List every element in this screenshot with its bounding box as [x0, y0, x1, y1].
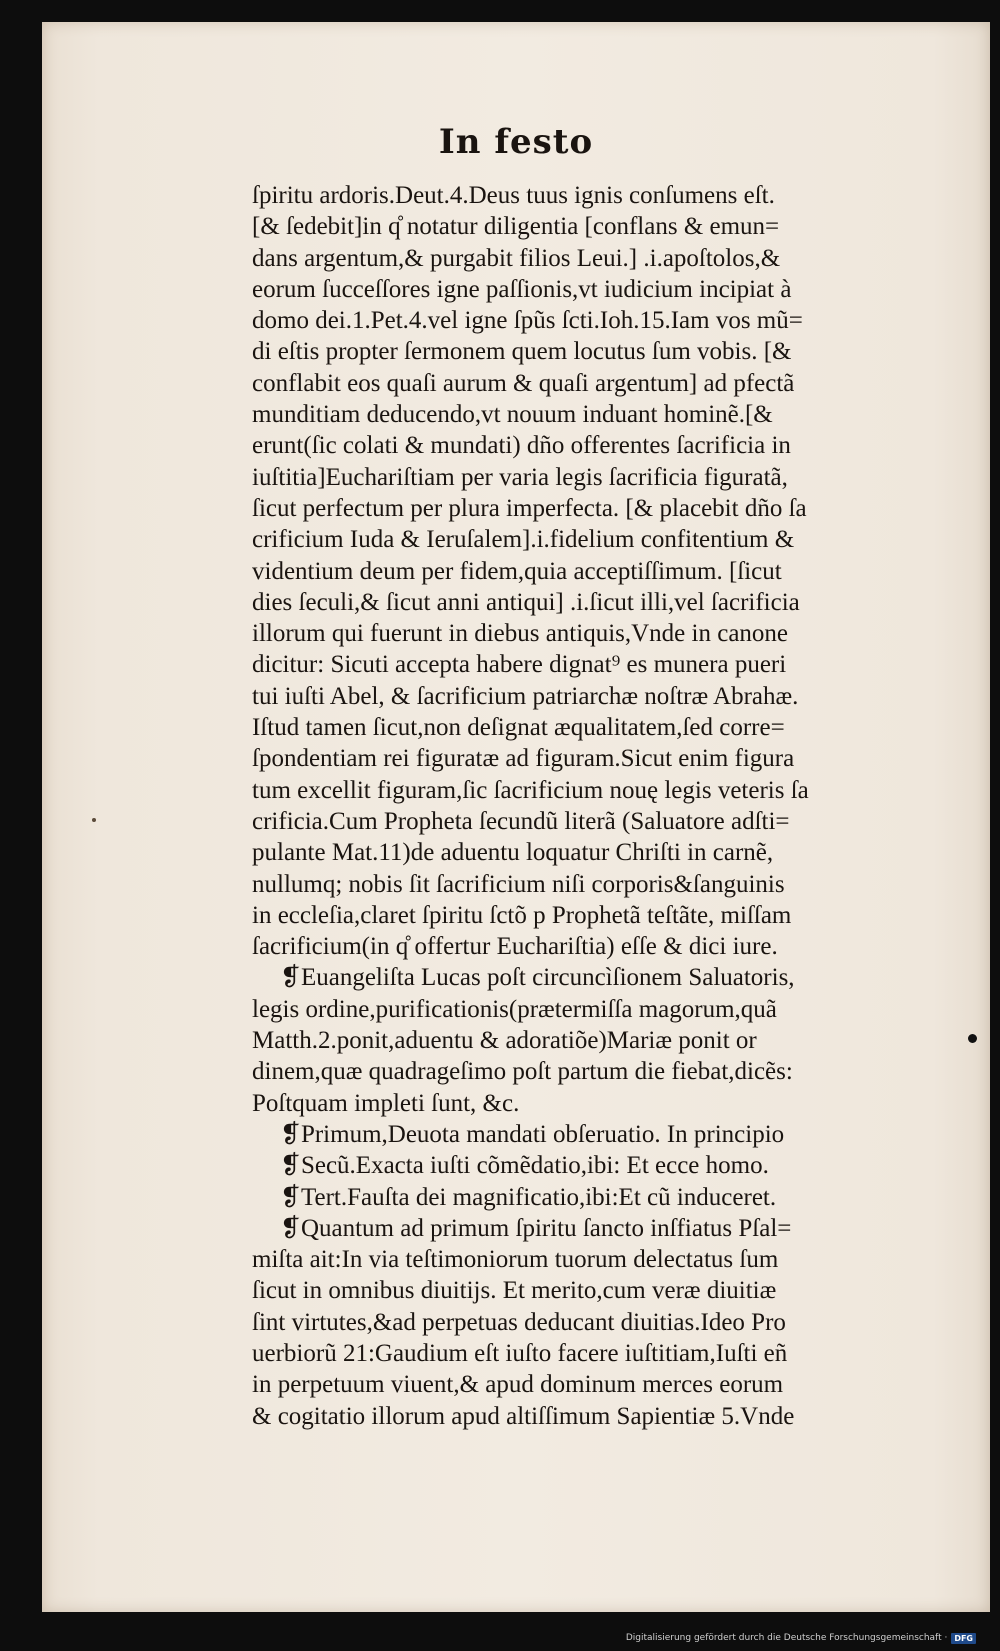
text-line: ſpondentiam rei figuratæ ad figuram.Sicut enim figura [252, 745, 795, 773]
text-line: ❡Euangeliſta Lucas poſt circuncìſionem Saluatoris, [280, 964, 795, 992]
text-line: [& ſedebit]in q̊ notatur diligentia [conflans & emun= [252, 213, 780, 241]
text-line: domo dei.1.Pet.4.vel igne ſpũs ſcti.Ioh.15.Iam vos mũ= [252, 307, 803, 335]
text-line: legis ordine,purificationis(prætermiſſa magorum,quã [252, 995, 777, 1023]
text-line: uerbiorũ 21:Gaudium eſt iuſto facere iuſtitiam,Iuſti eñ [252, 1339, 788, 1367]
text-line: illorum qui fuerunt in diebus antiquis,Vnde in canone [252, 620, 789, 648]
text-line: & cogitatio illorum apud altiſſimum Sapientiæ 5.Vnde [252, 1402, 795, 1430]
text-line: ſint virtutes,&ad perpetuas deducant diuitias.Ideo Pro [252, 1308, 786, 1336]
book-page [42, 22, 990, 1612]
text-line: crificium Iuda & Ieruſalem].i.fidelium confitentium & [252, 526, 795, 554]
ink-speck [92, 818, 96, 822]
text-line: ſacrificium(in q̊ offertur Euchariſtia) eſſe & dici iure. [252, 933, 778, 961]
text-line: nullumq; nobis ſit ſacrificium niſi corporis&ſanguinis [252, 870, 785, 898]
digitization-credit [626, 1631, 976, 1645]
dfg-logo-icon: DFG [951, 1633, 976, 1644]
text-line: in eccleſia,claret ſpiritu ſctõ p Prophetã teſtãte, miſſam [252, 901, 792, 929]
text-line: ſicut in omnibus diuitijs. Et merito,cum veræ diuitiæ [252, 1277, 777, 1305]
text-line: munditiam deducendo,vt nouum induant hominẽ.[& [252, 401, 773, 429]
text-line: tui iuſti Abel, & ſacrificium patriarchæ noſtræ Abrahæ. [252, 682, 799, 710]
text-line: videntium deum per fidem,quia acceptiſſimum. [ſicut [252, 557, 782, 585]
text-line: erunt(ſic colati & mundati) dño offerentes ſacrificia in [252, 432, 791, 460]
text-line: eorum ſucceſſores igne paſſionis,vt iudicium incipiat à [252, 275, 792, 303]
text-line: dinem,quæ quadrageſimo poſt partum die fiebat,dicẽs: [252, 1058, 793, 1086]
text-line: ſpiritu ardoris.Deut.4.Deus tuus ignis conſumens eſt. [252, 182, 775, 209]
page-body-text [252, 180, 972, 1432]
text-line: pulante Mat.11)de aduentu loquatur Chriſti in carnẽ, [252, 839, 774, 867]
credit-text: Digitalisierung gefördert durch die Deutsche Forschungsgemeinschaft · [625, 1633, 948, 1643]
text-line: ❡Quantum ad primum ſpiritu ſancto inſfiatus Pſal= [280, 1214, 792, 1242]
text-line: ❡Secũ.Exacta iuſti cõmẽdatio,ibi: Et ecce homo. [280, 1152, 769, 1180]
text-line: tum excellit figuram,ſic ſacrificium nouę legis veteris ſa [252, 776, 809, 804]
margin-dot [968, 1034, 977, 1043]
text-line: di eſtis propter ſermonem quem locutus ſum vobis. [& [252, 338, 792, 366]
text-line: in perpetuum viuent,& apud dominum merces eorum [252, 1371, 784, 1399]
text-line: iuſtitia]Euchariſtiam per varia legis ſacrificia figuratã, [252, 463, 788, 491]
text-line: miſta ait:In via teſtimoniorum tuorum delectatus ſum [252, 1246, 779, 1274]
text-line: Iſtud tamen ſicut,non deſignat æqualitatem,ſed corre= [252, 714, 785, 742]
running-head: In festo [438, 122, 594, 162]
text-line: dans argentum,& purgabit filios Leui.] .i.apoſtolos,& [252, 244, 781, 272]
text-line: Poſtquam impleti ſunt, &c. [252, 1089, 520, 1117]
text-line: ❡Primum,Deuota mandati obſeruatio. In principio [280, 1120, 785, 1148]
text-line: crificia.Cum Propheta ſecundũ literã (Saluatore adſti= [252, 807, 790, 835]
text-line: dicitur: Sicuti accepta habere dignat⁹ es munera pueri [252, 651, 787, 679]
text-line: dies ſeculi,& ſicut anni antiqui] .i.ſicut illi,vel ſacrificia [252, 588, 800, 616]
text-line: conflabit eos quaſi aurum & quaſi argentum] ad pfectã [252, 369, 795, 397]
text-line: ❡Tert.Fauſta dei magnificatio,ibi:Et cũ induceret. [280, 1183, 777, 1211]
text-line: ſicut perfectum per plura imperfecta. [& placebit dño ſa [252, 494, 807, 522]
text-line: Matth.2.ponit,aduentu & adoratiõe)Mariæ ponit or [252, 1027, 757, 1055]
